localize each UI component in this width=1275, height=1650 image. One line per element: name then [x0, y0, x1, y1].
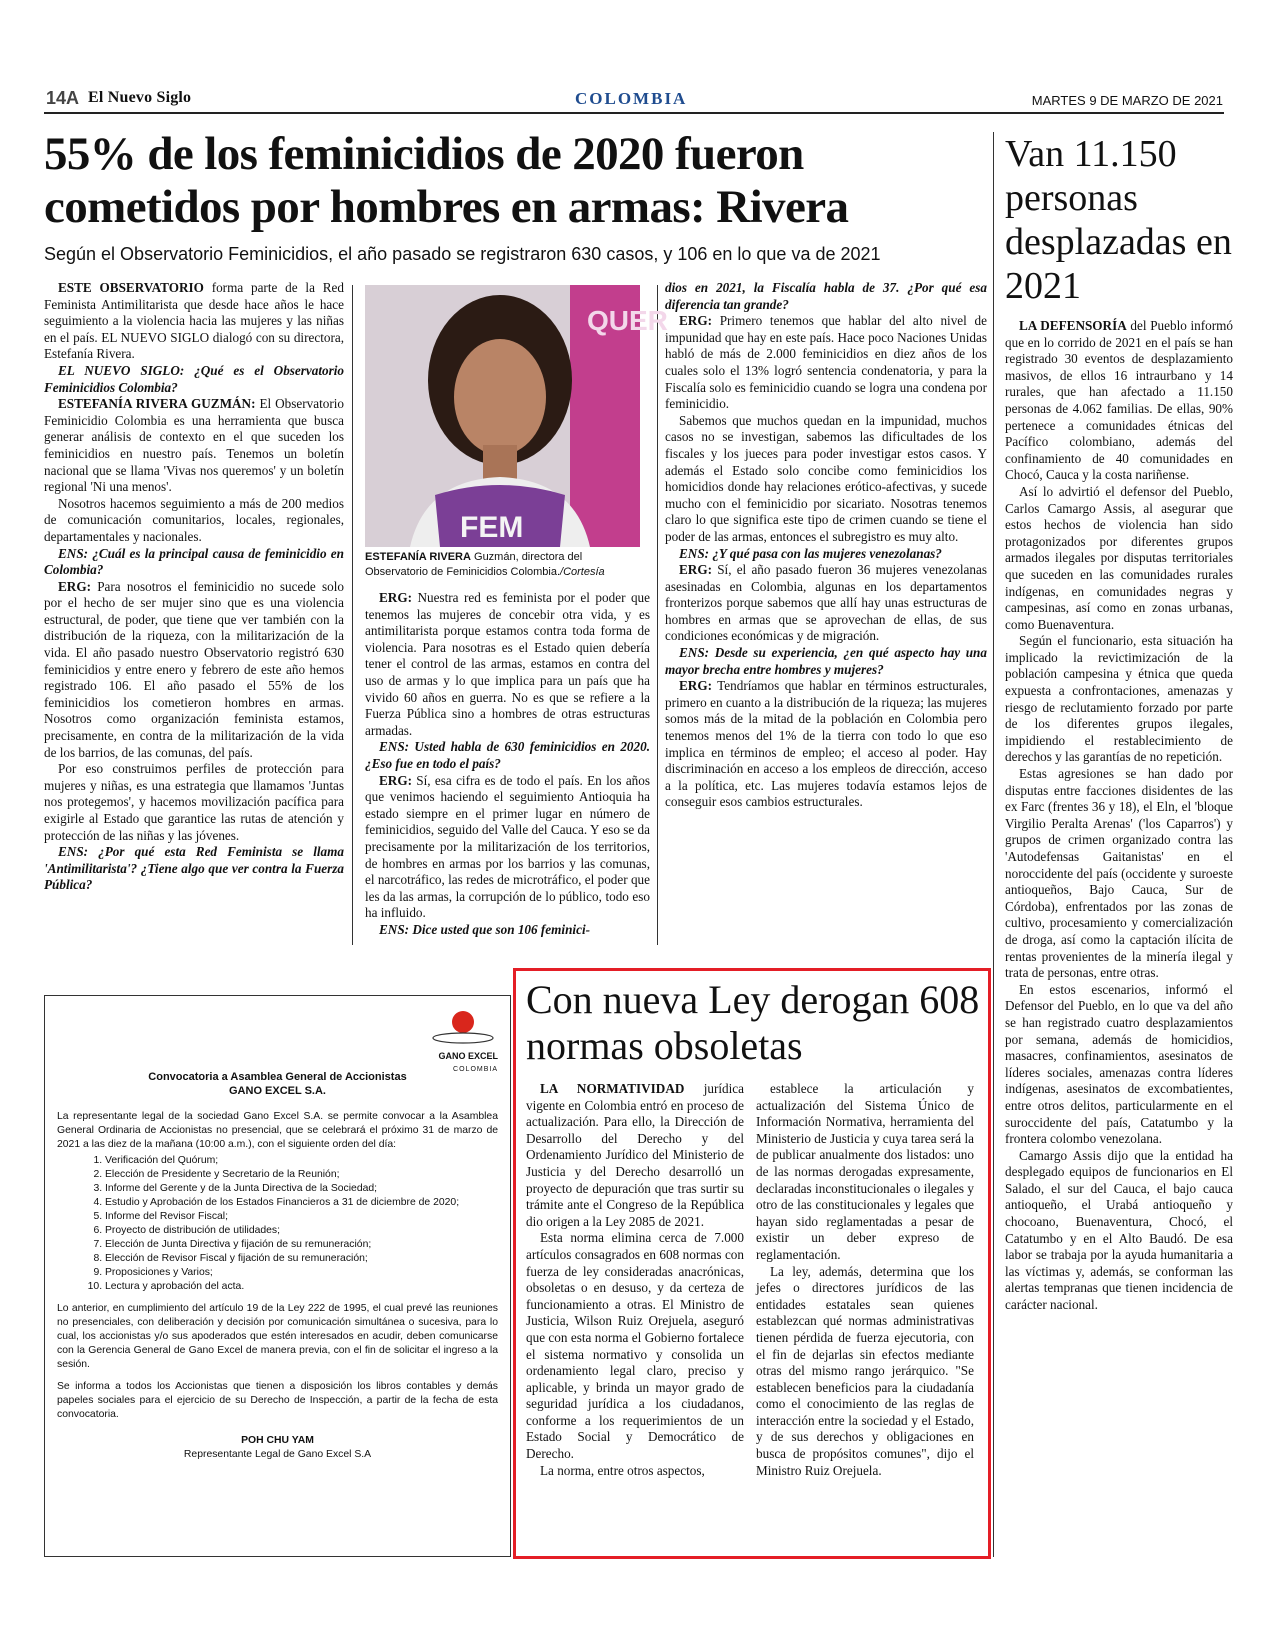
- agenda-item: 3. Informe del Gerente y de la Junta Directiva de la Sociedad;: [105, 1182, 498, 1196]
- agenda-item: 5. Informe del Revisor Fiscal;: [105, 1210, 498, 1224]
- article-column-1: ESTE OBSERVATORIO forma parte de la Red Feminista Antimilitarista que desde hace años le hace seguimiento a la violencia hacia las mujeres y las niñas en el país. EL NUEVO SIGLO dialogó con su directora, Estefanía Rivera. EL NUEVO SIGLO: ¿Qué es el Observatorio Feminicidios Colombia? ESTEFANÍA RIVERA GUZMÁN: El Observatorio Feminicidio Colombia es una herramienta que busca generar análisis de contexto en el que suceden los feminicidios en nuestro país. Tenemos un boletín nacional que se llama 'Vivas nos queremos' y un boletín regional 'Ni una menos'. Nosotros hacemos seguimiento a más de 200 medios de comunicación comunitarios, locales, regionales, departamentales y nacionales. ENS: ¿Cuál es la principal causa de feminicidio en Colombia? ERG: Para nosotros el feminicidio no sucede solo por el hecho de ser mujer sino que es una violencia estructural, de poder, que tiene que ver también con la distribución de la riqueza, con la militarización de la vida. El año pasado nuestro Observatorio registró 630 feminicidios y entre enero y febrero de este año hemos registrado 106. El año pasado el 55% de los feminicidios los cometieron hombres en armas. Nosotros como organización feminista estamos, precisamente, en contra de la militarización de la vida de los barrios, de las comunas, del país. Por eso construimos perfiles de protección para mujeres y niñas, es una estrategia que llamamos 'Juntas nos protegemos', y hacemos movilización pacífica para exigirle al Estado que garantice las rutas de atención y protección de las niñas y las jóvenes. ENS: ¿Por qué esta Red Feminista se llama 'Antimilitarista'? ¿Tiene algo que ver contra la Fuerza Pública?: [44, 280, 344, 893]
- paper-name: El Nuevo Siglo: [88, 89, 192, 106]
- caption-name: ESTEFANÍA RIVERA: [365, 551, 471, 563]
- agenda-item: 2. Elección de Presidente y Secretario de la Reunión;: [105, 1168, 498, 1182]
- issue-date: MARTES 9 DE MARZO DE 2021: [1031, 93, 1223, 108]
- agenda-item: 4. Estudio y Aprobación de los Estados Financieros a 31 de diciembre de 2020;: [105, 1196, 498, 1210]
- side-article-body: LA DEFENSORÍA del Pueblo informó que en lo corrido de 2021 en el país se han registrado 30 eventos de desplazamiento masivos, de ellos 16 intraurbano y 14 rurales, que han afectado a 11.150 personas de 4.062 familias. De ellas, 90% pertenece a comunidades étnicas del Pacífico colombiano, además del confinamiento de 40 comunidades en Chocó, Cauca y la costa nariñense. Así lo advirtió el defensor del Pueblo, Carlos Camargo Assis, al asegurar que estos hechos de violencia han sido protagonizados por diferentes grupos armados ilegales por disputas territoriales que suceden en las comunidades rurales indígenas, en comunidades negras y campesinas, así como en zonas urbanas, como Buenaventura. Según el funcionario, esta situación ha implicado la revictimización de la población campesina y étnica que queda expuesta a confrontaciones, amenazas y riesgo de reclutamiento forzado por parte de los diferentes grupos ilegales, impidiendo el restablecimiento de derechos y las garantías de no repetición. Estas agresiones se han dado por disputas entre facciones disidentes de las ex Farc (frentes 36 y 18), el Eln, el 'bloque Virgilio Peralta Arenas' ('los Caparros') y grupos de crimen organizado contra las 'Autodefensas Gaitanistas' en el noroccidente del país (occidente y suroeste antioqueños, Bajo Cauca, Sur de Córdoba), enfrentados por las zonas de cultivo, procesamiento y comercialización de droga, así como la captación ilícita de rentas provenientes de la minería ilegal y trata de personas, entre otras. En estos escenarios, informó el Defensor del Pueblo, en lo que va del año se han registrado cuatro desplazamientos por semana, además de homicidios, masacres, confinamientos, asesinatos de líderes sociales, amenazas contra líderes indígenas, asesinatos de excombatientes, entre otros delitos, particularmente en el suroccidente del país, Catatumbo y la frontera colombo venezolana. Camargo Assis dijo que la entidad ha desplegado equipos de funcionarios en El Salado, el sur del Cauca, el bajo cauca antioqueño, el Urabá antioqueño y chocoano, Buenaventura, Chocó, el Catatumbo y en el Alto Baudó. De esa labor se trabaja por la ayuda humanitaria a las víctimas y, además, se conforman las alertas tempranas que tienen incidencia de carácter nacional.: [1005, 318, 1233, 1313]
- agenda-item: 9. Proposiciones y Varios;: [105, 1266, 498, 1280]
- article-column-2: ERG: Nuestra red es feminista por el poder que tenemos las mujeres de concebir otra vida, y es antimilitarista porque estamos contra toda forma de violencia. Para nosotras es el Estado quien debería tener el control de las armas, estamos en contra del uso de armas y lo que implica para un país que ha vivido 60 años en guerra. No es que se refiere a la Fuerza Pública sino a hombres de otras estructuras armadas. ENS: Usted habla de 630 feminicidios en 2020. ¿Eso fue en todo el país? ERG: Sí, esa cifra es de todo el país. En los años que venimos haciendo el seguimiento Antioquia ha estado siempre en el primer lugar en número de feminicidios, seguido del Valle del Cauca. Y eso se da precisamente por la militarización de los territorios, de hombres en armas por los barrios y las comunas, el narcotráfico, las redes de microtráfico, el poder que les da las armas, la corrupción de lo público, todo eso ha influido. ENS: Dice usted que son 106 feminici-: [365, 590, 650, 937]
- ad-logo: [57, 1008, 498, 1073]
- main-subhead: Según el Observatorio Feminicidios, el año pasado se registraron 630 casos, y 106 en lo que va de 2021: [44, 244, 881, 264]
- ad-brand: GANO EXCEL: [438, 1051, 498, 1061]
- photo-credit: /Cortesía: [560, 566, 605, 578]
- shareholders-notice-ad: [44, 995, 511, 1557]
- caption-text: Guzmán, directora del Observatorio de Feminicidios Colombia.: [365, 551, 583, 578]
- agenda-item: 10. Lectura y aprobación del acta.: [105, 1280, 498, 1294]
- boxed-article: [513, 968, 991, 1559]
- side-headline: Van 11.150 personas desplazadas en 2021: [1005, 133, 1232, 307]
- ad-intro: La representante legal de la sociedad Gano Excel S.A. se permite convocar a la Asamblea General Ordinaria de Accionistas no presencial, que se celebrará el próximo 31 de marzo de 2021 a las diez de la mañana (10:00 a.m.), con el siguiente orden del día:: [57, 1111, 498, 1150]
- ad-company: GANO EXCEL S.A.: [229, 1085, 326, 1097]
- box-column-2: establece la articulación y actualización del Sistema Único de Información Normativa, herramienta del Ministerio de Justicia y cuya tarea será la de publicar anualmente dos listados: uno de las normas derogadas expresamente, declaradas inconstitucionales o ilegales y otro de las constitucionales y legales que hayan sido reglamentadas a pesar de existir un deber expreso de reglamentación. La ley, además, determina que los jefes o directores jurídicos de las entidades estatales sean quienes establezcan qué normas administrativas tienen pérdida de fuerza ejecutoria, con el fin de dejarlas sin efectos mediante otras del mismo rango jerárquico. "Se establecen beneficios para la ciudadanía como el conocimiento de las reglas de interacción entre la sociedad y el Estado, y de sus derechos y obligaciones en busca de propósitos comunes", dijo el Ministro Ruiz Orejuela.: [756, 1081, 974, 1478]
- agenda-item: 7. Elección de Junta Directiva y fijación de su remuneración;: [105, 1238, 498, 1252]
- scarf-text: FEM: [460, 511, 524, 544]
- main-headline: 55% de los feminicidios de 2020 fueron cometidos por hombres en armas: Rivera: [44, 128, 849, 233]
- ganoderma-logo-icon: [428, 1008, 498, 1044]
- ad-title: Convocatoria a Asamblea General de Accionistas: [148, 1071, 407, 1083]
- ad-paragraph: Lo anterior, en cumplimiento del artículo 19 de la Ley 222 de 1995, el cual prevé las reuniones no presenciales, con deliberación y decisión por comunicación simultánea o sucesiva, para lo cual, los accionistas y/o sus apoderados que estén interesados en acudir, deben comunicarse con la Gerencia General de Gano Excel de manera previa, con el fin de solicitar el ingreso a la sesión.: [57, 1303, 498, 1370]
- agenda-list: [57, 1154, 498, 1294]
- photo-caption: [365, 550, 640, 580]
- ad-brand-sub: COLOMBIA: [453, 1066, 498, 1073]
- header-rule: [44, 112, 1224, 114]
- portrait-photo: [365, 285, 668, 547]
- ad-paragraph: Se informa a todos los Accionistas que tienen a disposición los libros contables y demás papeles sociales para el ejercicio de su Derecho de Inspección, a partir de la fecha de esta convocatoria.: [57, 1381, 498, 1420]
- agenda-item: 6. Proyecto de distribución de utilidades;: [105, 1224, 498, 1238]
- column-rule: [352, 285, 353, 945]
- page-number: 14A: [46, 88, 80, 108]
- column-rule: [657, 285, 658, 945]
- agenda-item: 8. Elección de Revisor Fiscal y fijación de su remuneración;: [105, 1252, 498, 1266]
- box-column-1: LA NORMATIVIDAD jurídica vigente en Colombia entró en proceso de actualización. Para ello, la Dirección de Desarrollo del Derecho y del Ordenamiento Jurídico del Ministerio de Justicia y del Derecho desarrolló un proyecto de depuración que tras surtir su trámite ante el Congreso de la República dio origen a la Ley 2085 de 2021. Esta norma elimina cerca de 7.000 artículos consagrados en 608 normas con fuerza de ley consideradas anacrónicas, obsoletas o en desuso, y da certeza de funcionamiento a otras. El Ministro de Justicia, Wilson Ruiz Orejuela, aseguró que con esta norma el Gobierno fortalece el sistema normativo y consolida un ordenamiento legal claro, preciso y aplicable, y brinda un mayor grado de seguridad jurídica a los ciudadanos, conforme a los requerimientos de un Estado Social y Democrático de Derecho. La norma, entre otros aspectos,: [526, 1081, 745, 1478]
- column-rule: [993, 132, 994, 1557]
- section-name: COLOMBIA: [575, 89, 688, 108]
- ad-signer-title: Representante Legal de Gano Excel S.A: [183, 1449, 372, 1460]
- article-column-3: dios en 2021, la Fiscalía habla de 37. ¿Por qué esa diferencia tan grande? ERG: Primero tenemos que hablar del alto nivel de impunidad que hay en este país. Hace poco Naciones Unidas habló de más de 2.000 feminicidios en diez años de los cuales solo el 13% logró sentencia condenatoria, y para la Fiscalía solo es feminicidio cuando se logra una condena por feminicidio. Sabemos que muchos quedan en la impunidad, muchos casos no se investigan, sabemos las dificultades de los fiscales y los jueces para poder investigar estos casos. Y además el Estado solo concibe como feminicidios los homicidios donde hay relaciones erótico-afectivas, y sucede mucho con el feminicidio por sicariato. Nosotras tenemos claro lo que significa este tipo de crimen cuando se tiene el poder de las armas, entonces el subregistro es muy alto. ENS: ¿Y qué pasa con las mujeres venezolanas? ERG: Sí, el año pasado fueron 36 mujeres venezolanas asesinadas en Colombia, algunas en los departamentos fronterizos porque sabemos que allí hay unas estructuras de hombres en armas que se aprovechan de ellas, de sus condiciones económicas y de migración. ENS: Desde su experiencia, ¿en qué aspecto hay una mayor brecha entre hombres y mujeres? ERG: Tendríamos que hablar en términos estructurales, primero en cuanto a la distribución de la riqueza; las mujeres somos más de la mitad de la población en Colombia pero tenemos menos del 1% de la tierra con todo lo que eso implica en términos de empleo; el acceso al poder. Hay discriminación en acceso a los empleos de dirección, acceso a la política, etc. Las mujeres todavía estamos lejos de conseguir esos cambios estructurales.: [665, 280, 987, 810]
- sign-text: QUER: [587, 305, 668, 336]
- ad-signer: POH CHU YAM: [241, 1435, 314, 1446]
- box-headline: Con nueva Ley derogan 608 normas obsoletas: [526, 977, 980, 1068]
- agenda-item: 1. Verificación del Quórum;: [105, 1154, 498, 1168]
- portrait-illustration: [365, 285, 668, 547]
